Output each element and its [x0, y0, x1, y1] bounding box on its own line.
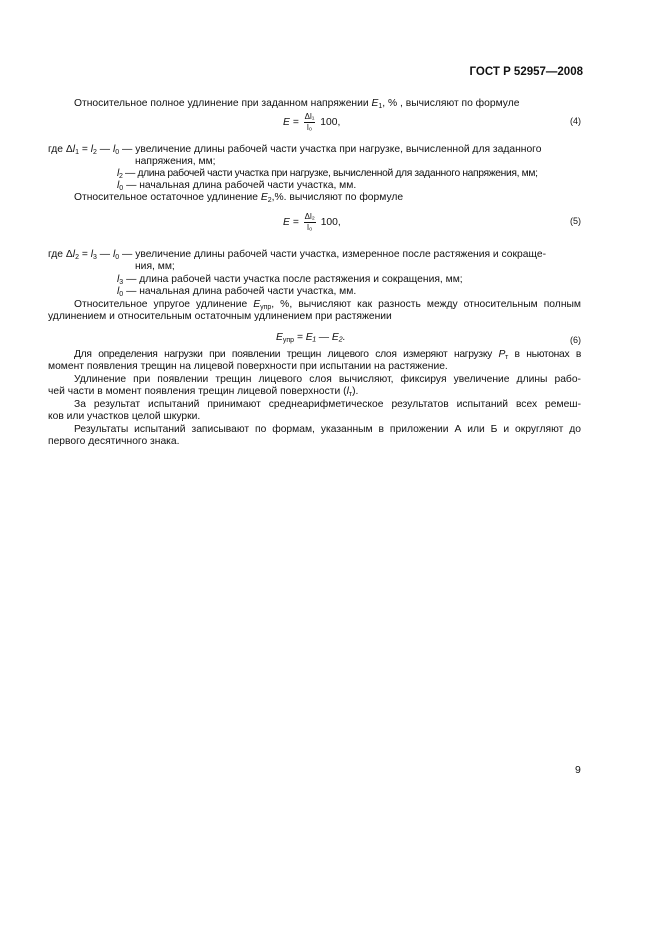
document-header: ГОСТ Р 52957—2008 [469, 66, 583, 78]
page-number: 9 [575, 764, 581, 776]
paragraph-full-elongation: Относительное полное удлинение при заданном напряжении $E_1$, % , вычисляют по формуле [74, 98, 520, 110]
paragraph-crack-load: Для определения нагрузки при появлении трещин лицевого слоя измеряют нагрузку $P_т$ в ньютонах в [74, 349, 581, 361]
where-line-5: $l_3$ — длина рабочей части участка после растяжения и сокращения, мм; [117, 274, 463, 286]
formula-5: E = $\frac{\text{Δl₂}}{\text{l₀}}$ 100, [283, 212, 341, 232]
paragraph-recording: Результаты испытаний записывают по формам, указанным в приложении А или Б и округляют до [74, 424, 581, 435]
paragraph-crack-load-cont: момент появления трещин на лицевой поверхности при испытании на растяжение. [48, 361, 448, 372]
where-line-1-cont: напряжения, мм; [135, 156, 216, 167]
where-line-3: $l_0$ — начальная длина рабочей части участка, мм. [117, 180, 357, 192]
paragraph-result: За результат испытаний принимают среднеарифметическое результатов испытаний всех ремеш- [74, 399, 581, 410]
paragraph-elastic-elongation: Относительное упругое удлинение $E_{упр}$, %, вычисляют как разность между относительным полным [74, 299, 581, 311]
formula-4: E = $\frac{\text{Δl₁}}{\text{l₀}}$ 100, [283, 112, 341, 132]
formula-6: $E_{упр} = E_1$ — E₂. [276, 332, 346, 344]
paragraph-elastic-elongation-cont: удлинением и относительным остаточным удлинением при растяжении [48, 311, 392, 322]
equation-number-6: (6) [570, 335, 581, 345]
where-line-1: где $\Delta l_1 = l_2$ — $l_0$ — увеличение длины рабочей части участка при нагрузке, вычисленной для заданного [48, 144, 542, 156]
equation-number-5: (5) [570, 216, 581, 226]
paragraph-crack-elongation: Удлинение при появлении трещин лицевого слоя вычисляют, фиксируя увеличение длины рабо- [74, 374, 581, 385]
where-line-4-cont: ния, мм; [135, 261, 175, 272]
equation-number-4: (4) [570, 116, 581, 126]
paragraph-recording-cont: первого десятичного знака. [48, 436, 180, 447]
paragraph-residual-elongation: Относительное остаточное удлинение $E_2,\%$. вычисляют по формуле [74, 192, 404, 204]
where-line-6: $l_0$ — начальная длина рабочей части участка, мм. [117, 286, 357, 298]
where-line-2: $l_2$ — длина рабочей части участка при нагрузке, вычисленной для заданного напряжения, мм; [117, 168, 538, 180]
paragraph-result-cont: ков или участков целой шкурки. [48, 411, 201, 422]
paragraph-crack-elongation-cont: чей части в момент появления трещин лицевой поверхности $(l_т)$. [48, 386, 359, 398]
where-line-4: где $\Delta l_2 = l_3$ — $l_0$ — увеличение длины рабочей части участка, измеренное после растяжения и сокраще- [48, 249, 546, 261]
